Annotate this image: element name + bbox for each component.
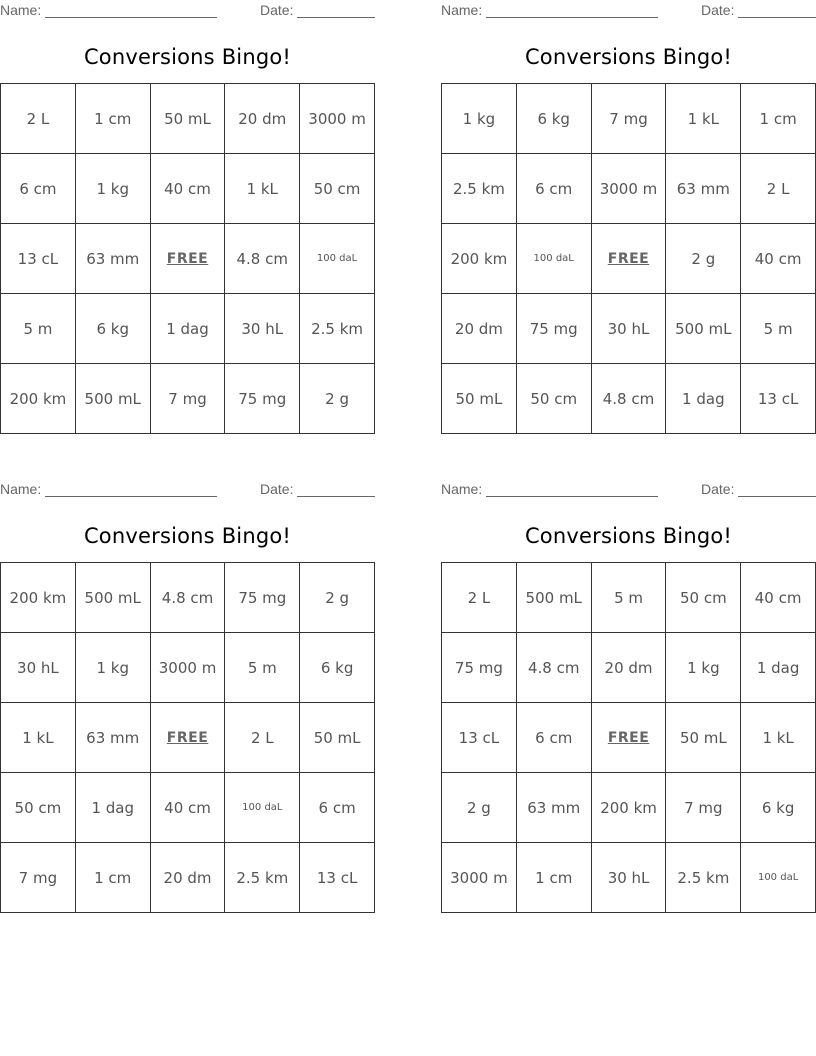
free-space[interactable]: FREE xyxy=(150,224,225,294)
bingo-cell[interactable]: 2 g xyxy=(442,773,517,843)
bingo-cell[interactable]: 1 kL xyxy=(741,703,816,773)
bingo-grid xyxy=(441,83,816,434)
bingo-cell[interactable]: 1 dag xyxy=(75,773,150,843)
bingo-cell[interactable]: 20 dm xyxy=(225,84,300,154)
bingo-row xyxy=(1,224,375,294)
bingo-cell[interactable]: 2 L xyxy=(225,703,300,773)
bingo-cell[interactable]: 75 mg xyxy=(225,364,300,434)
name-field[interactable] xyxy=(486,17,658,18)
bingo-cell[interactable]: 63 mm xyxy=(666,154,741,224)
bingo-row xyxy=(442,224,816,294)
bingo-cell[interactable]: 6 kg xyxy=(300,633,375,703)
bingo-cell[interactable]: 40 cm xyxy=(150,773,225,843)
name-field[interactable] xyxy=(486,496,658,497)
bingo-cell[interactable]: 50 mL xyxy=(300,703,375,773)
name-date-line xyxy=(0,2,375,20)
free-space[interactable]: FREE xyxy=(591,703,666,773)
bingo-cell[interactable]: 6 kg xyxy=(516,84,591,154)
bingo-row xyxy=(442,294,816,364)
date-label: Date: xyxy=(260,481,294,497)
bingo-cell[interactable]: 50 cm xyxy=(666,563,741,633)
bingo-cell[interactable]: 7 mg xyxy=(666,773,741,843)
bingo-cell[interactable]: 20 dm xyxy=(442,294,517,364)
bingo-cell[interactable]: 40 cm xyxy=(741,563,816,633)
name-date-line xyxy=(0,481,375,499)
bingo-cell[interactable]: 7 mg xyxy=(591,84,666,154)
bingo-cell[interactable]: 3000 m xyxy=(591,154,666,224)
bingo-cell[interactable]: 500 mL xyxy=(75,364,150,434)
bingo-cell[interactable]: 7 mg xyxy=(1,843,76,913)
bingo-row xyxy=(442,633,816,703)
free-space[interactable]: FREE xyxy=(150,703,225,773)
bingo-cell[interactable]: 2 g xyxy=(300,364,375,434)
bingo-cell[interactable]: 6 cm xyxy=(516,154,591,224)
bingo-cell[interactable]: 63 mm xyxy=(75,703,150,773)
bingo-cell[interactable]: 2 L xyxy=(1,84,76,154)
bingo-row xyxy=(442,843,816,913)
bingo-cell[interactable]: 20 dm xyxy=(591,633,666,703)
bingo-cell[interactable]: 50 cm xyxy=(300,154,375,224)
bingo-grid xyxy=(0,83,375,434)
bingo-row xyxy=(442,773,816,843)
name-label: Name: xyxy=(441,2,483,18)
bingo-cell[interactable]: 1 dag xyxy=(666,364,741,434)
name-field[interactable] xyxy=(45,496,217,497)
bingo-cell[interactable]: 30 hL xyxy=(1,633,76,703)
bingo-cell[interactable]: 200 km xyxy=(1,364,76,434)
name-label: Name: xyxy=(0,2,42,18)
bingo-cell[interactable]: 2.5 km xyxy=(666,843,741,913)
bingo-cell[interactable]: 13 cL xyxy=(741,364,816,434)
bingo-cell[interactable]: 4.8 cm xyxy=(150,563,225,633)
bingo-cell[interactable]: 1 dag xyxy=(150,294,225,364)
bingo-cell[interactable]: 2 L xyxy=(442,563,517,633)
date-field[interactable] xyxy=(297,17,375,18)
bingo-cell[interactable]: 4.8 cm xyxy=(225,224,300,294)
bingo-cell[interactable]: 50 mL xyxy=(666,703,741,773)
bingo-cell[interactable]: 1 cm xyxy=(75,84,150,154)
bingo-cell[interactable]: 100 daL xyxy=(516,224,591,294)
bingo-cell[interactable]: 2.5 km xyxy=(300,294,375,364)
bingo-cell[interactable]: 2 L xyxy=(741,154,816,224)
bingo-cell[interactable]: 13 cL xyxy=(300,843,375,913)
bingo-cell[interactable]: 1 cm xyxy=(516,843,591,913)
date-label: Date: xyxy=(260,2,294,18)
bingo-cell[interactable]: 500 mL xyxy=(516,563,591,633)
bingo-cell[interactable]: 30 hL xyxy=(591,294,666,364)
bingo-cell[interactable]: 2 g xyxy=(300,563,375,633)
bingo-cell[interactable]: 1 cm xyxy=(741,84,816,154)
bingo-cell[interactable]: 50 mL xyxy=(150,84,225,154)
bingo-cell[interactable]: 3000 m xyxy=(150,633,225,703)
bingo-cell[interactable]: 5 m xyxy=(591,563,666,633)
bingo-card-2 xyxy=(441,0,816,436)
date-field[interactable] xyxy=(738,17,816,18)
card-title: Conversions Bingo! xyxy=(83,45,292,69)
bingo-cell[interactable]: 75 mg xyxy=(225,563,300,633)
bingo-cell[interactable]: 3000 m xyxy=(442,843,517,913)
card-title: Conversions Bingo! xyxy=(524,524,733,548)
bingo-cell[interactable]: 6 cm xyxy=(300,773,375,843)
bingo-cell[interactable]: 6 cm xyxy=(1,154,76,224)
bingo-cell[interactable]: 13 cL xyxy=(1,224,76,294)
name-label: Name: xyxy=(441,481,483,497)
bingo-cell[interactable]: 1 kL xyxy=(666,84,741,154)
bingo-cell[interactable]: 75 mg xyxy=(442,633,517,703)
bingo-cell[interactable]: 100 daL xyxy=(225,773,300,843)
name-label: Name: xyxy=(0,481,42,497)
bingo-row xyxy=(1,154,375,224)
bingo-grid xyxy=(441,562,816,913)
bingo-cell[interactable]: 1 kL xyxy=(1,703,76,773)
bingo-cell[interactable]: 4.8 cm xyxy=(516,633,591,703)
bingo-row xyxy=(1,563,375,633)
bingo-cell[interactable]: 20 dm xyxy=(150,843,225,913)
bingo-cell[interactable]: 7 mg xyxy=(150,364,225,434)
name-date-line xyxy=(441,481,816,499)
bingo-cell[interactable]: 40 cm xyxy=(150,154,225,224)
bingo-row xyxy=(442,563,816,633)
bingo-cell[interactable]: 5 m xyxy=(741,294,816,364)
bingo-cell[interactable]: 200 km xyxy=(591,773,666,843)
bingo-row xyxy=(442,703,816,773)
bingo-cell[interactable]: 63 mm xyxy=(516,773,591,843)
bingo-cell[interactable]: 5 m xyxy=(1,294,76,364)
bingo-cell[interactable]: 2 g xyxy=(666,224,741,294)
name-date-line xyxy=(441,2,816,20)
bingo-card-3 xyxy=(0,479,375,915)
bingo-row xyxy=(1,364,375,434)
bingo-row xyxy=(1,633,375,703)
bingo-row xyxy=(1,84,375,154)
bingo-row xyxy=(442,364,816,434)
bingo-row xyxy=(1,843,375,913)
bingo-cell[interactable]: 1 kg xyxy=(666,633,741,703)
date-field[interactable] xyxy=(297,496,375,497)
name-field[interactable] xyxy=(45,17,217,18)
bingo-cell[interactable]: 50 mL xyxy=(442,364,517,434)
bingo-cell[interactable]: 75 mg xyxy=(516,294,591,364)
bingo-cell[interactable]: 50 cm xyxy=(516,364,591,434)
bingo-cell[interactable]: 1 cm xyxy=(75,843,150,913)
bingo-cell[interactable]: 1 dag xyxy=(741,633,816,703)
bingo-row xyxy=(442,84,816,154)
bingo-cell[interactable]: 5 m xyxy=(225,633,300,703)
bingo-cell[interactable]: 30 hL xyxy=(591,843,666,913)
bingo-cell[interactable]: 1 kg xyxy=(75,633,150,703)
bingo-cell[interactable]: 100 daL xyxy=(741,843,816,913)
bingo-cell[interactable]: 2.5 km xyxy=(225,843,300,913)
date-label: Date: xyxy=(701,481,735,497)
bingo-cell[interactable]: 2.5 km xyxy=(442,154,517,224)
bingo-cell[interactable]: 13 cL xyxy=(442,703,517,773)
bingo-cell[interactable]: 1 kL xyxy=(225,154,300,224)
date-label: Date: xyxy=(701,2,735,18)
bingo-cell[interactable]: 6 kg xyxy=(741,773,816,843)
bingo-cell[interactable]: 100 daL xyxy=(300,224,375,294)
bingo-cell[interactable]: 200 km xyxy=(1,563,76,633)
bingo-card-1 xyxy=(0,0,375,436)
bingo-cell[interactable]: 50 cm xyxy=(1,773,76,843)
card-title: Conversions Bingo! xyxy=(83,524,292,548)
bingo-cell[interactable]: 3000 m xyxy=(300,84,375,154)
bingo-cell[interactable]: 1 kg xyxy=(442,84,517,154)
free-space[interactable]: FREE xyxy=(591,224,666,294)
bingo-cell[interactable]: 6 kg xyxy=(75,294,150,364)
bingo-row xyxy=(1,294,375,364)
bingo-row xyxy=(442,154,816,224)
bingo-row xyxy=(1,773,375,843)
bingo-cell[interactable]: 40 cm xyxy=(741,224,816,294)
bingo-cell[interactable]: 4.8 cm xyxy=(591,364,666,434)
date-field[interactable] xyxy=(738,496,816,497)
bingo-row xyxy=(1,703,375,773)
bingo-cell[interactable]: 200 km xyxy=(442,224,517,294)
bingo-card-4 xyxy=(441,479,816,915)
card-title: Conversions Bingo! xyxy=(524,45,733,69)
bingo-cell[interactable]: 500 mL xyxy=(666,294,741,364)
bingo-cell[interactable]: 30 hL xyxy=(225,294,300,364)
bingo-cell[interactable]: 6 cm xyxy=(516,703,591,773)
bingo-cell[interactable]: 500 mL xyxy=(75,563,150,633)
bingo-cell[interactable]: 63 mm xyxy=(75,224,150,294)
bingo-cell[interactable]: 1 kg xyxy=(75,154,150,224)
bingo-grid xyxy=(0,562,375,913)
